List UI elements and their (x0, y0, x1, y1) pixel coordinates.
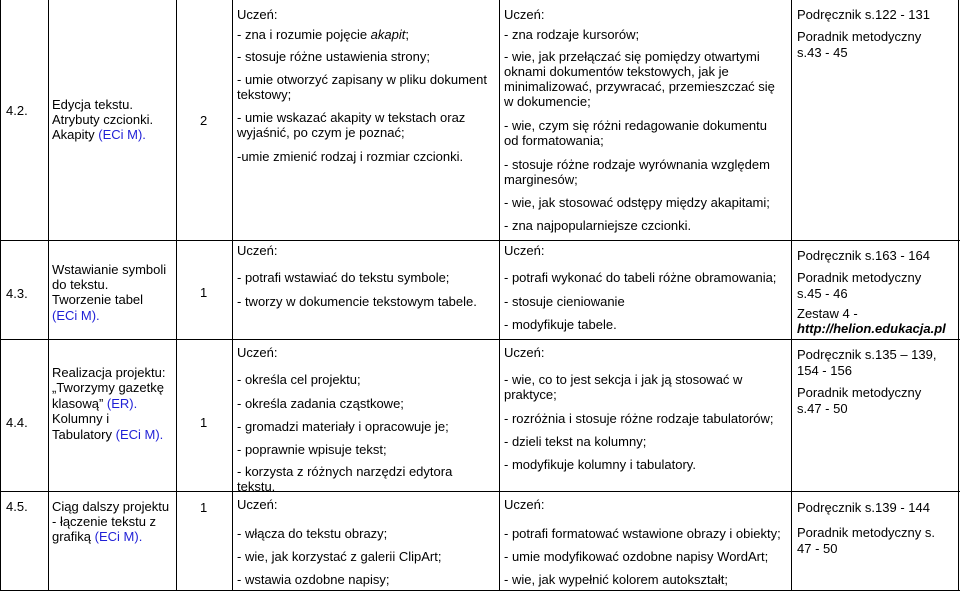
outcome-line: - poprawnie wpisuje tekst; (237, 442, 387, 457)
reference-line: 47 - 50 (797, 541, 838, 556)
topic-line: Edycja tekstu. (52, 97, 133, 112)
topic-ref: (ECi M). (98, 127, 146, 142)
row-divider (0, 491, 960, 492)
outcomes-header: Uczeń: (504, 243, 545, 258)
outcome-line: - określa cel projektu; (237, 372, 361, 387)
topic-line (52, 127, 146, 142)
hours: 1 (200, 415, 208, 430)
outcome-line: tekstu. (237, 479, 276, 494)
topic-line: Tworzenie tabel (52, 292, 144, 307)
outcome-line: - potrafi wykonać do tabeli różne obramowania; (504, 270, 777, 285)
hours: 2 (200, 113, 208, 128)
topic-line (52, 427, 163, 442)
outcome-line: - wie, czym się różni redagowanie dokumentu (504, 118, 768, 133)
outcome-line: marginesów; (504, 172, 578, 187)
reference-line: Poradnik metodyczny s. (797, 525, 936, 540)
outcome-line: - wie, jak korzystać z galerii ClipArt; (237, 549, 442, 564)
topic-text: klasową” (52, 396, 104, 411)
reference-line: Poradnik metodyczny (797, 29, 922, 44)
outcome-line: minimalizować, przywracać, przemieszczać się (504, 79, 775, 94)
topic-ref: (ER). (106, 396, 138, 411)
outcome-line: wyjaśnić, po czym je poznać; (237, 125, 405, 140)
outcome-line: - określa zadania cząstkowe; (237, 396, 404, 411)
outcome-line: w dokumencie; (504, 94, 591, 109)
topic-line: Ciąg dalszy projektu (52, 499, 170, 514)
reference-line: Podręcznik s.139 - 144 (797, 500, 930, 515)
lesson-number: 4.2. (6, 103, 28, 118)
topic-ref: (ECi M). (52, 308, 100, 323)
outcome-line: - wie, co to jest sekcja i jak ją stosować w (504, 372, 743, 387)
outcome-line: - wstawia ozdobne napisy; (237, 572, 390, 587)
topic-line: - łączenie tekstu z (52, 514, 157, 529)
column-divider (232, 0, 233, 591)
outcomes-header: Uczeń: (504, 345, 545, 360)
outcome-line: - potrafi wstawiać do tekstu symbole; (237, 270, 450, 285)
outcome-term: akapit (370, 27, 406, 42)
outcome-line: - umie modyfikować ozdobne napisy WordArt; (504, 549, 769, 564)
outcome-line: od formatowania; (504, 133, 604, 148)
reference-line: s.47 - 50 (797, 401, 848, 416)
outcome-text: ; (405, 27, 409, 42)
row-divider (0, 240, 960, 241)
outcome-line: - gromadzi materiały i opracowuje je; (237, 419, 449, 434)
outcomes-header: Uczeń: (237, 497, 278, 512)
row-divider (0, 339, 960, 340)
reference-line: Podręcznik s.135 – 139, (797, 347, 937, 362)
outcome-line: tekstowy; (237, 87, 292, 102)
column-divider (48, 0, 49, 591)
outcome-line: - korzysta z różnych narzędzi edytora (237, 464, 453, 479)
outcome-line: praktyce; (504, 387, 557, 402)
reference-line: Poradnik metodyczny (797, 270, 922, 285)
topic-line (52, 529, 142, 544)
outcomes-header: Uczeń: (504, 7, 545, 22)
topic-line: Realizacja projektu: (52, 365, 166, 380)
outcome-line: - dzieli tekst na kolumny; (504, 434, 647, 449)
reference-link[interactable]: http://helion.edukacja.pl (797, 321, 946, 336)
outcome-line: - stosuje różne rodzaje wyrównania względem (504, 157, 770, 172)
hours: 1 (200, 500, 208, 515)
topic-line: do tekstu. (52, 277, 109, 292)
outcome-line: - modyfikuje kolumny i tabulatory. (504, 457, 696, 472)
outcome-line: - wie, jak przełączać się pomiędzy otwartymi (504, 49, 760, 64)
outcome-line: - zna rodzaje kursorów; (504, 27, 640, 42)
outcome-line: - zna najpopularniejsze czcionki. (504, 218, 692, 233)
column-divider (176, 0, 177, 591)
column-divider (499, 0, 500, 591)
column-divider (958, 0, 959, 591)
topic-text: Akapity (52, 127, 95, 142)
lesson-number: 4.4. (6, 415, 28, 430)
hours: 1 (200, 285, 208, 300)
reference-line: Podręcznik s.122 - 131 (797, 7, 930, 22)
outcome-line: - wie, jak wypełnić kolorem autokształt; (504, 572, 728, 587)
lesson-number: 4.5. (6, 499, 28, 514)
outcome-line: - umie otworzyć zapisany w pliku dokument (237, 72, 487, 87)
lesson-number: 4.3. (6, 286, 28, 301)
outcome-line: - modyfikuje tabele. (504, 317, 617, 332)
topic-line: Atrybuty czcionki. (52, 112, 154, 127)
topic-text: grafiką (52, 529, 92, 544)
column-divider (791, 0, 792, 591)
outcome-line: - tworzy w dokumencie tekstowym tabele. (237, 294, 477, 309)
outcomes-header: Uczeń: (504, 497, 545, 512)
outcome-line: - umie wskazać akapity w tekstach oraz (237, 110, 466, 125)
topic-line (52, 396, 137, 411)
outcome-line: - włącza do tekstu obrazy; (237, 526, 388, 541)
outcomes-header: Uczeń: (237, 345, 278, 360)
topic-line: „Tworzymy gazetkę (52, 380, 164, 395)
topic-line: Wstawianie symboli (52, 262, 167, 277)
topic-ref: (ECi M). (94, 529, 143, 544)
reference-line: Poradnik metodyczny (797, 385, 922, 400)
reference-line: Podręcznik s.163 - 164 (797, 248, 930, 263)
topic-ref: (ECi M). (115, 427, 164, 442)
outcome-line: - potrafi formatować wstawione obrazy i obiekty; (504, 526, 781, 541)
outcome-line: -umie zmienić rodzaj i rozmiar czcionki. (237, 149, 464, 164)
topic-text: Tabulatory (52, 427, 112, 442)
reference-line: s.45 - 46 (797, 286, 848, 301)
outcomes-header: Uczeń: (237, 243, 278, 258)
outcome-text: - zna i rozumie pojęcie (237, 27, 371, 42)
outcome-line: - wie, jak stosować odstępy między akapitami; (504, 195, 770, 210)
outcome-line: - stosuje cieniowanie (504, 294, 625, 309)
outcome-line: - rozróżnia i stosuje różne rodzaje tabulatorów; (504, 411, 774, 426)
outcomes-header: Uczeń: (237, 7, 278, 22)
reference-line: s.43 - 45 (797, 45, 848, 60)
outcome-line: oknami dokumentów tekstowych, jak je (504, 64, 729, 79)
outcome-line: - stosuje różne ustawienia strony; (237, 49, 430, 64)
reference-line: Zestaw 4 - (797, 306, 858, 321)
column-divider (0, 0, 1, 591)
outcome-line (237, 27, 409, 42)
topic-line: Kolumny i (52, 411, 110, 426)
reference-line: 154 - 156 (797, 363, 852, 378)
